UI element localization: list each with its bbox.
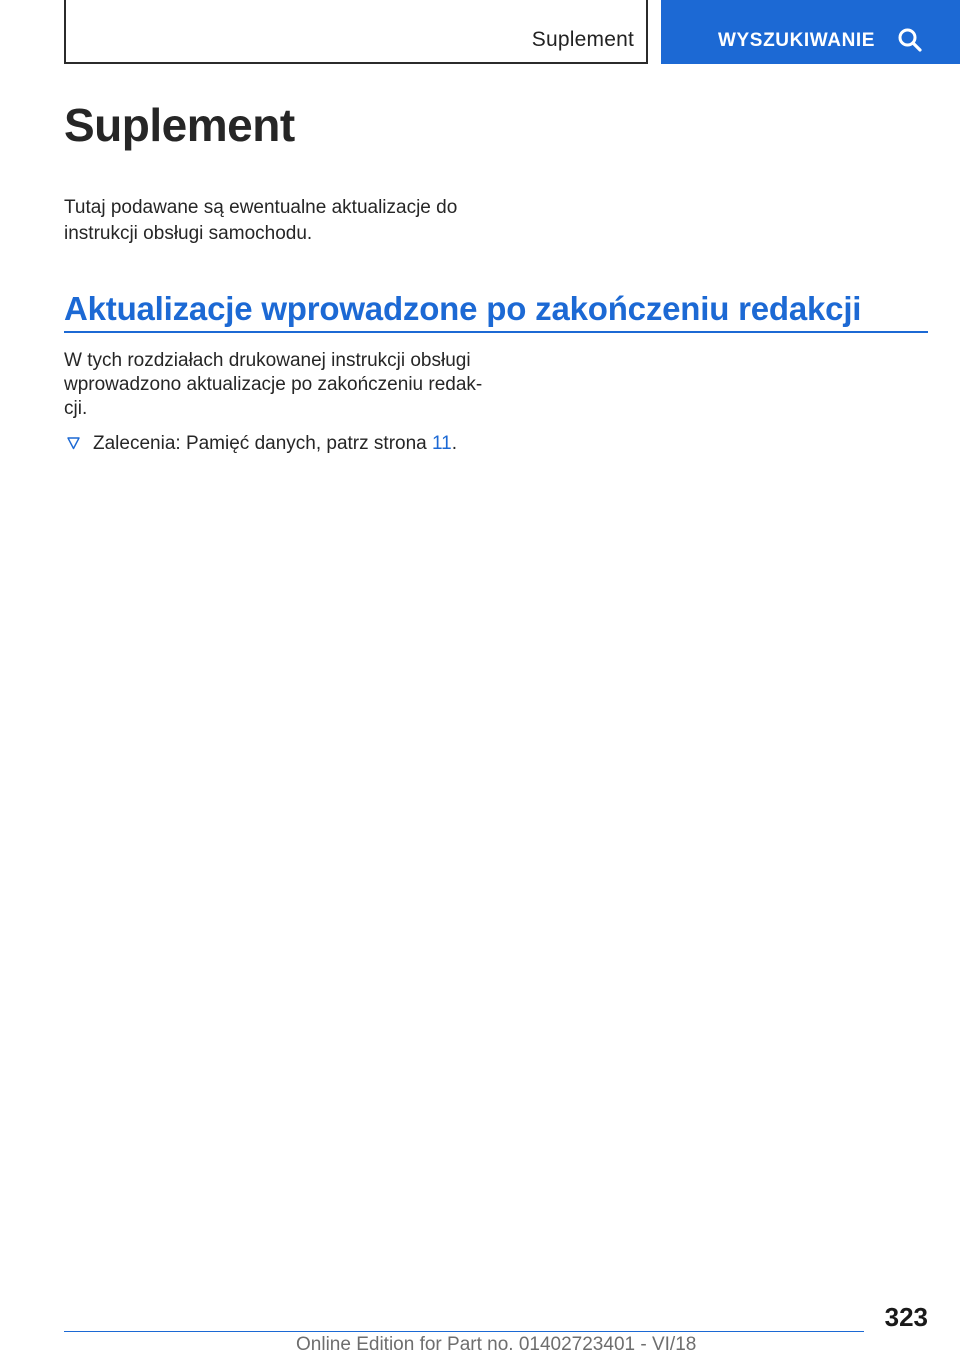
search-button[interactable] [661,0,960,64]
header-chapter-box [64,0,648,64]
triangle-bullet-icon [67,437,80,450]
bullet-text: Zalecenia: Pamięć danych, patrz strona [93,433,427,454]
footer-divider [64,1331,864,1332]
page-title: Suplement [64,99,295,151]
search-icon [897,27,923,53]
header-chapter-title: Suplement [531,28,634,51]
bullet-text-line [93,432,457,456]
section-paragraph: W tych rozdziałach drukowanej instrukcji obsługi wprowadzono aktualizacje po zakończeniu redak-cji. [64,350,483,419]
section-title: Aktualizacje wprowadzone po zakończeniu redakcji [64,290,862,327]
search-button-label: WYSZUKIWANIE [718,30,876,51]
intro-paragraph: Tutaj podawane są ewentualne aktualizacje do instrukcji obsługi samochodu. [64,197,458,244]
section-divider [64,331,928,333]
page-number: 323 [884,1302,928,1332]
footer-edition-text: Online Edition for Part no. 01402723401 - VI/18 [296,1334,697,1355]
bullet-suffix: . [451,433,458,454]
page-reference-link[interactable]: 11 [432,433,452,454]
